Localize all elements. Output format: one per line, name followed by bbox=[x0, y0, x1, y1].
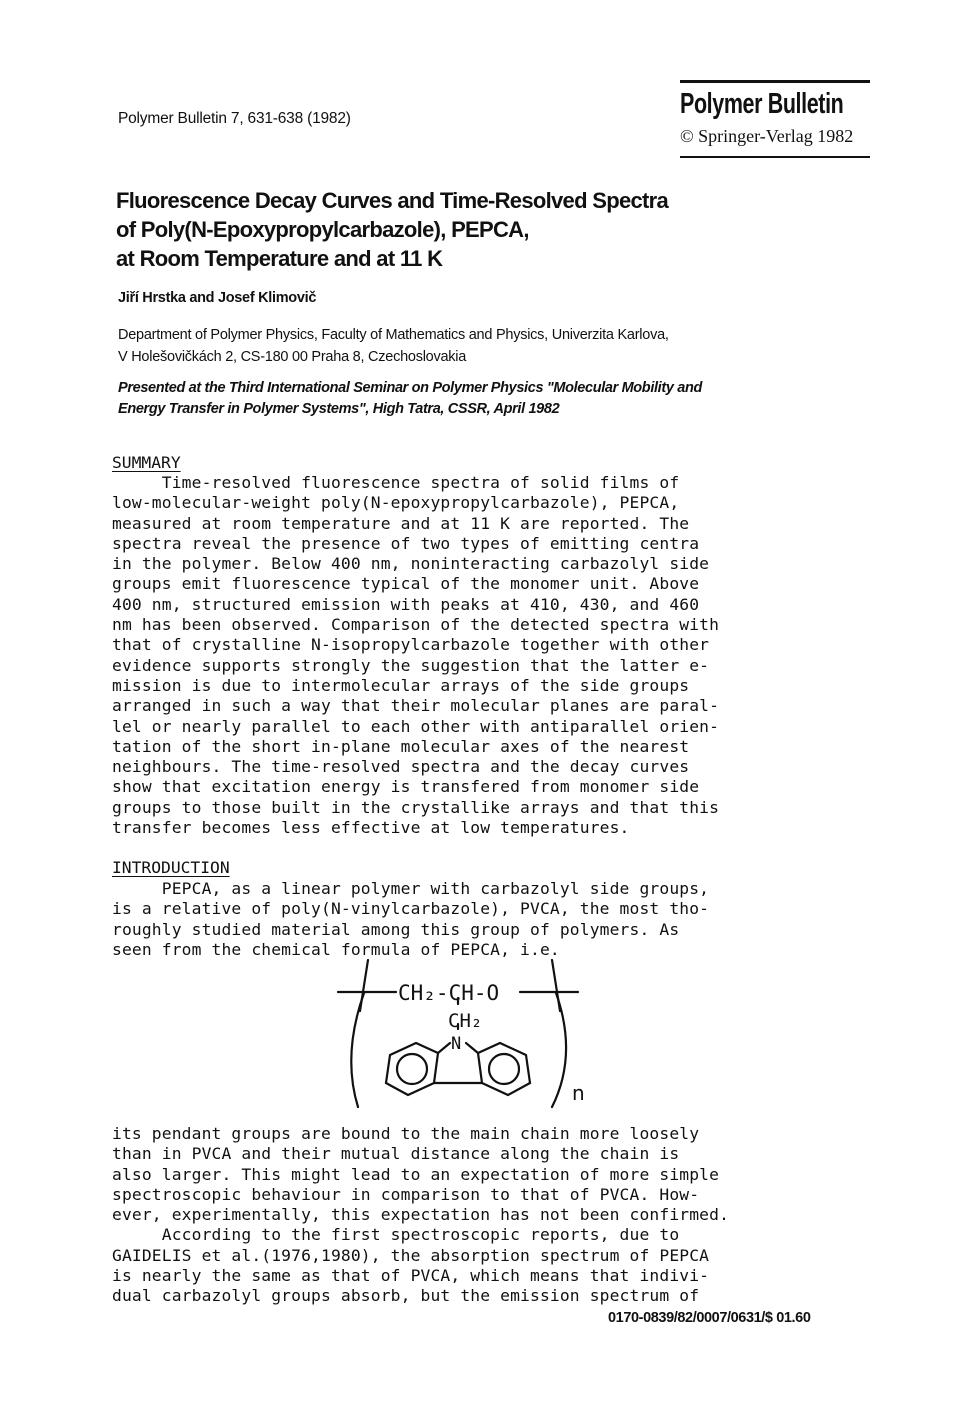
summary-line: spectra reveal the presence of two types of emitting centra bbox=[112, 533, 700, 553]
introduction-line: is nearly the same as that of PVCA, which means that indivi- bbox=[112, 1266, 710, 1286]
introduction-line: PEPCA, as a linear polymer with carbazolyl side groups, bbox=[112, 879, 710, 898]
introduction-line: is a relative of poly(N-vinylcarbazole), PVCA, the most tho- bbox=[112, 899, 710, 919]
title-line: of Poly(N-Epoxypropylcarbazole), PEPCA, bbox=[116, 217, 529, 242]
title-line: Fluorescence Decay Curves and Time-Resolved Spectra bbox=[116, 188, 669, 213]
side-chain-text: CH₂ bbox=[448, 1010, 483, 1032]
summary-line: 400 nm, structured emission with peaks at 410, 430, and 460 bbox=[112, 594, 700, 614]
introduction-line: dual carbazolyl groups absorb, but the emission spectrum of bbox=[112, 1286, 700, 1306]
summary-line: evidence supports strongly the suggestion that the latter e- bbox=[112, 655, 710, 675]
summary-line: that of crystalline N-isopropylcarbazole together with other bbox=[112, 635, 710, 655]
introduction-line: spectroscopic behaviour in comparison to that of PVCA. How- bbox=[112, 1184, 700, 1204]
summary-line: tation of the short in-plane molecular axes of the nearest bbox=[112, 736, 690, 756]
summary-heading: SUMMARY bbox=[112, 453, 181, 472]
left-parenthesis bbox=[351, 993, 364, 1107]
summary-line: neighbours. The time-resolved spectra and the decay curves bbox=[112, 757, 690, 777]
main-chain-text: CH₂-CH-O bbox=[398, 981, 500, 1005]
pepca-chemical-formula bbox=[320, 955, 600, 1115]
journal-masthead bbox=[680, 80, 870, 158]
repeat-unit-subscript: n bbox=[572, 1081, 585, 1105]
introduction-text-before-formula bbox=[112, 879, 709, 960]
summary-line: mission is due to intermolecular arrays of the side groups bbox=[112, 675, 690, 695]
affiliation bbox=[118, 324, 669, 368]
summary-line: groups to those built in the crystallike arrays and that this bbox=[112, 797, 720, 817]
introduction-line: According to the first spectroscopic reports, due to bbox=[112, 1225, 680, 1245]
summary-line: arranged in such a way that their molecular planes are paral- bbox=[112, 696, 720, 716]
affiliation-line: V Holešovičkách 2, CS-180 00 Praha 8, Czechoslovakia bbox=[118, 349, 467, 365]
summary-line: groups emit fluorescence typical of the monomer unit. Above bbox=[112, 574, 700, 594]
journal-name: Polymer Bulletin bbox=[680, 88, 844, 120]
masthead-bottom-rule bbox=[680, 156, 870, 158]
issn-code: 0170-0839/82/0007/0631/$ 01.60 bbox=[608, 1310, 811, 1326]
introduction-line: than in PVCA and their mutual distance along the chain is bbox=[112, 1144, 680, 1164]
summary-line: measured at room temperature and at 11 K are reported. The bbox=[112, 513, 690, 533]
summary-line: show that excitation energy is transfered from monomer side bbox=[112, 777, 700, 797]
n-ring-bond-right bbox=[466, 1043, 478, 1053]
copyright-notice: © Springer-Verlag 1982 bbox=[680, 126, 854, 146]
summary-line: in the polymer. Below 400 nm, noninteracting carbazolyl side bbox=[112, 554, 710, 574]
presented-line: Presented at the Third International Seminar on Polymer Physics "Molecular Mobility and bbox=[118, 380, 702, 396]
summary-line: nm has been observed. Comparison of the detected spectra with bbox=[112, 615, 720, 635]
introduction-line: ever, experimentally, this expectation has not been confirmed. bbox=[112, 1205, 730, 1225]
nitrogen-label: N bbox=[451, 1034, 462, 1054]
n-ring-bond-left bbox=[438, 1043, 450, 1053]
aromatic-circle-right bbox=[489, 1054, 519, 1084]
introduction-line: also larger. This might lead to an expectation of more simple bbox=[112, 1164, 720, 1184]
affiliation-line: Department of Polymer Physics, Faculty of Mathematics and Physics, Univerzita Karlova, bbox=[118, 327, 669, 343]
introduction-line: seen from the chemical formula of PEPCA, i.e. bbox=[112, 939, 560, 959]
presented-line: Energy Transfer in Polymer Systems", High Tatra, CSSR, April 1982 bbox=[118, 401, 560, 417]
masthead-top-rule bbox=[680, 80, 870, 83]
summary-line: lel or nearly parallel to each other with antiparallel orien- bbox=[112, 716, 720, 736]
summary-line: Time-resolved fluorescence spectra of solid films of bbox=[112, 473, 680, 492]
presented-note bbox=[118, 378, 702, 420]
benzene-ring-left bbox=[386, 1043, 438, 1095]
introduction-line: roughly studied material among this group of polymers. As bbox=[112, 919, 680, 939]
paper-title bbox=[116, 186, 876, 273]
summary-line: transfer becomes less effective at low temperatures. bbox=[112, 818, 630, 838]
introduction-heading: INTRODUCTION bbox=[112, 858, 230, 877]
aromatic-circle-left bbox=[397, 1054, 427, 1084]
introduction-text-after-formula bbox=[112, 1124, 729, 1307]
benzene-ring-right bbox=[478, 1043, 530, 1095]
title-line: at Room Temperature and at 11 K bbox=[116, 246, 443, 271]
summary-text bbox=[112, 473, 719, 838]
introduction-line: its pendant groups are bound to the main chain more loosely bbox=[112, 1124, 700, 1143]
authors: Jiří Hrstka and Josef Klimovič bbox=[118, 290, 317, 306]
journal-citation: Polymer Bulletin 7, 631-638 (1982) bbox=[118, 110, 351, 127]
introduction-line: GAIDELIS et al.(1976,1980), the absorption spectrum of PEPCA bbox=[112, 1245, 710, 1265]
summary-line: low-molecular-weight poly(N-epoxypropylcarbazole), PEPCA, bbox=[112, 493, 680, 513]
